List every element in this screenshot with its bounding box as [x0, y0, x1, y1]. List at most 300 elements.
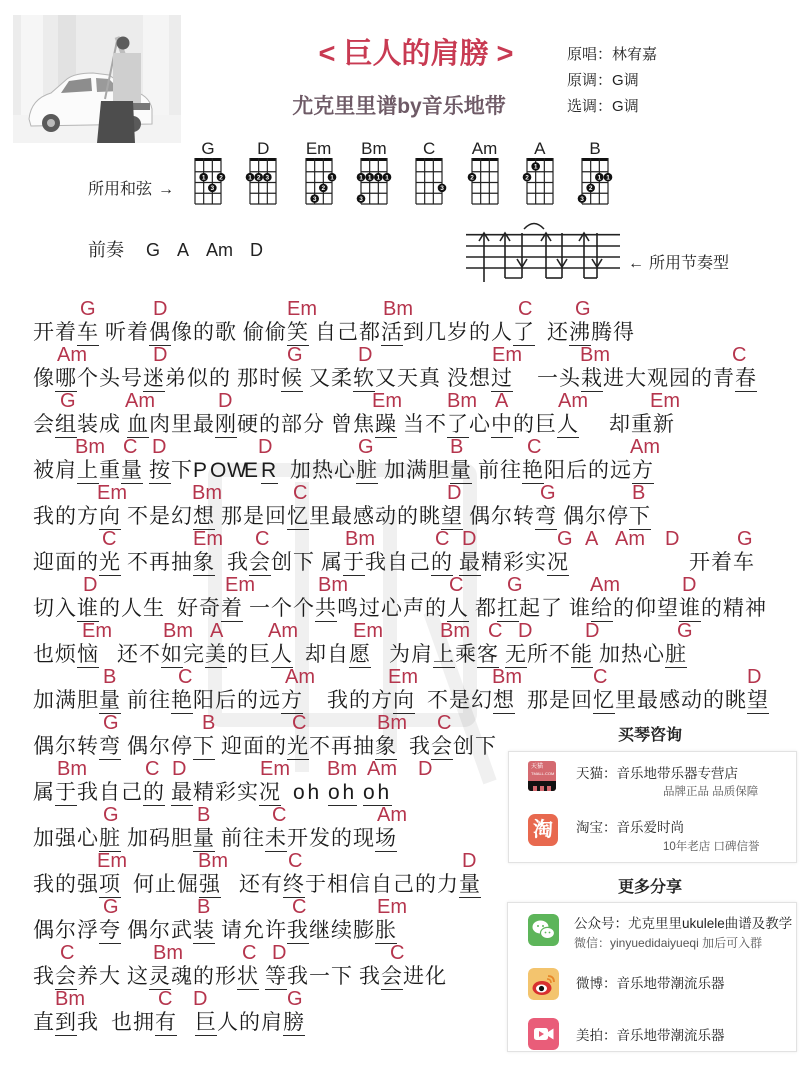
lyric-char: 声 [403, 597, 424, 620]
lyric-line [33, 918, 397, 944]
separator: ： [603, 766, 617, 781]
meipai-account-link[interactable] [576, 1028, 725, 1044]
lyric-char: 完 [183, 643, 204, 666]
lyric-char: 尔 [149, 735, 170, 758]
lyric-char: 的 [425, 597, 446, 620]
accented-syllable: 活 [381, 321, 402, 344]
chord-label: A [210, 620, 224, 642]
tmall-store-link[interactable] [576, 766, 738, 782]
lyric-char: 迎 [33, 551, 54, 574]
chord-label: D [153, 298, 168, 320]
chord-label: G [575, 298, 591, 320]
lyric-row [0, 666, 800, 712]
lyric-char: 肩 [261, 1011, 282, 1034]
accented-syllable: 向 [393, 689, 414, 712]
lyric-char: 大 [625, 367, 646, 390]
lyric-char: 巨 [535, 413, 556, 436]
chord-label: G [358, 436, 374, 458]
lyric-char: 号 [121, 367, 142, 390]
accented-syllable: 给 [591, 597, 612, 620]
lyric-char: 人 [491, 321, 512, 344]
accented-syllable: 刚 [215, 413, 236, 436]
taobao-icon[interactable]: 淘 [528, 814, 558, 846]
share-platform: 微博 [576, 976, 603, 991]
lyric-char: 不 [139, 643, 160, 666]
lyric-char: 不 [127, 551, 148, 574]
chord-label: Bm [163, 620, 193, 642]
lyric-char: 远 [610, 459, 631, 482]
accented-syllable: 于 [343, 551, 364, 574]
lyric-char: 的 [209, 367, 230, 390]
lyric-char: 是 [549, 689, 570, 712]
lyric-char: 加 [384, 459, 405, 482]
accented-syllable: 象 [193, 551, 214, 574]
chord-label: G [103, 712, 119, 734]
lyric-char: 又 [309, 367, 330, 390]
accented-syllable: o [363, 780, 378, 806]
accented-syllable: 象 [375, 735, 396, 758]
lyric-char: 到 [403, 321, 424, 344]
share-account: 尤克里里ukulele曲谱及教学 [628, 916, 793, 931]
lyric-char: 我 [227, 551, 248, 574]
lyric-char: 那 [237, 367, 258, 390]
fretboard-icon [359, 158, 389, 205]
accented-syllable: 量 [450, 459, 471, 482]
chord-label: D [193, 988, 208, 1010]
separator: ： [603, 1028, 617, 1043]
strum-pattern-icon [460, 222, 630, 284]
chord-label: Am [558, 390, 588, 412]
lyric-char: 不 [549, 643, 570, 666]
accented-syllable: 弯 [99, 735, 120, 758]
chord-label: Em [260, 758, 290, 780]
lyric-char: 焦 [353, 413, 374, 436]
lyric-char: 强 [55, 827, 76, 850]
meta-value: 林宥嘉 [612, 46, 658, 63]
lyric-char: 歌 [215, 321, 236, 344]
accented-syllable: h [343, 780, 358, 806]
accented-syllable: 栽 [581, 367, 602, 390]
chord-label: Em [225, 574, 255, 596]
lyric-char: O [210, 459, 227, 482]
accented-syllable: 着 [221, 597, 242, 620]
lyric-char: 创 [453, 735, 474, 758]
share-platform: 美拍 [576, 1028, 603, 1043]
lyric-char: 尔 [585, 505, 606, 528]
chord-label: C [390, 942, 405, 964]
svg-text:2: 2 [524, 174, 529, 182]
accented-syllable: 血 [127, 413, 148, 436]
lyric-char: 停 [607, 505, 628, 528]
lyric-char: 听 [105, 321, 126, 344]
chord-label: Em [650, 390, 680, 412]
strum-label-text: 所用节奏型 [649, 255, 730, 272]
lyric-char: 那 [527, 689, 548, 712]
lyric-char: 心 [381, 597, 402, 620]
chord-label: Bm [327, 758, 357, 780]
lyric-char: 的 [703, 689, 724, 712]
wechat-icon[interactable] [528, 914, 559, 946]
lyric-char: 乘 [455, 643, 476, 666]
chord-diagram-name: Em [305, 139, 332, 158]
chord-label: Bm [377, 712, 407, 734]
lyric-char: 力 [437, 873, 458, 896]
lyric-char: 头 [99, 367, 120, 390]
lyric-char: 心 [334, 459, 355, 482]
chords-used-text: 所用和弦 [88, 181, 153, 198]
lyric-char: 开 [689, 551, 710, 574]
accented-syllable: 人 [557, 413, 578, 436]
lyric-char: 的 [701, 597, 722, 620]
chord-label: G [557, 528, 573, 550]
accented-syllable: 项 [99, 873, 120, 896]
song-title: < 巨人的肩膀 > [318, 38, 514, 70]
chord-label: C [123, 436, 138, 458]
strum-pattern-label [628, 254, 729, 274]
chord-label: Bm [192, 482, 222, 504]
chord-label: D [153, 344, 168, 366]
accented-syllable: 上 [77, 459, 98, 482]
chord-label: C [488, 620, 503, 642]
lyric-char: 我 [77, 1011, 98, 1034]
chord-label: D [518, 620, 533, 642]
lyric-char: 却 [305, 643, 326, 666]
accented-syllable: 脏 [356, 459, 377, 482]
lyric-char: 了 [541, 597, 562, 620]
chord-label: Am [590, 574, 620, 596]
lyric-char: 我 [77, 781, 98, 804]
lyric-char: 满 [406, 459, 427, 482]
share-panel [507, 902, 797, 1052]
lyric-row [0, 390, 800, 436]
lyric-char: 肩 [55, 459, 76, 482]
lyric-char: 面 [243, 735, 264, 758]
lyric-char: 加 [33, 689, 54, 712]
arrow-left-icon: ← [628, 255, 644, 272]
artist-photo [13, 15, 181, 143]
lyric-char: 烦 [55, 643, 76, 666]
lyric-char: 请 [221, 919, 242, 942]
accented-syllable: 偶 [149, 321, 170, 344]
accented-syllable: 量 [459, 873, 480, 896]
chord-label: D [462, 850, 477, 872]
lyric-char: 所 [527, 643, 548, 666]
lyric-char: 的 [77, 551, 98, 574]
svg-text:3: 3 [265, 174, 270, 182]
chord-label: G [677, 620, 693, 642]
lyric-char: 阳 [193, 689, 214, 712]
lyric-char: 装 [77, 413, 98, 436]
chord-diagram-c [414, 140, 444, 205]
chord-label: Bm [580, 344, 610, 366]
svg-text:2: 2 [219, 174, 223, 182]
lyric-char: 尔 [55, 735, 76, 758]
lyric-line [33, 964, 447, 990]
accented-syllable: 夸 [99, 919, 120, 942]
lyric-char: 的 [265, 735, 286, 758]
lyric-char: 曾 [331, 413, 352, 436]
tmall-icon[interactable] [528, 761, 556, 791]
intro-chord: Am [206, 240, 234, 260]
lyric-char: 不 [127, 505, 148, 528]
lyric-char: 个 [271, 597, 292, 620]
lyric-char: 自 [99, 781, 120, 804]
lyric-char: 开 [287, 827, 308, 850]
accented-syllable: 量 [193, 827, 214, 850]
accented-syllable: 量 [99, 689, 120, 712]
lyric-char: 分 [303, 413, 324, 436]
lyric-char: 被 [33, 459, 54, 482]
lyric-char: 往 [243, 827, 264, 850]
chord-label: D [447, 482, 462, 504]
lyric-char: 化 [425, 965, 446, 988]
accented-syllable: 谁 [77, 597, 98, 620]
chord-diagram-b [580, 140, 610, 205]
lyric-char: 没 [447, 367, 468, 390]
chord-label: B [197, 804, 211, 826]
chord-diagram-name: Bm [361, 139, 387, 158]
lyric-char: 入 [55, 597, 76, 620]
chord-label: C [732, 344, 747, 366]
lyric-row [0, 574, 800, 620]
chord-label: D [172, 758, 187, 780]
lyric-char: 的 [193, 965, 214, 988]
weibo-account-link[interactable] [576, 976, 725, 992]
store-platform: 天猫 [576, 766, 603, 781]
song-subtitle: 尤克里里谱by音乐地带 [292, 95, 506, 118]
svg-text:1: 1 [606, 174, 610, 182]
lyric-char: 最 [193, 413, 214, 436]
lyric-char: 往 [500, 459, 521, 482]
lyric-char: 形 [215, 965, 236, 988]
chord-label: C [60, 942, 75, 964]
lyric-char: 柔 [331, 367, 352, 390]
lyric-char: 偶 [469, 505, 490, 528]
meta-separator: ： [597, 98, 613, 115]
lyric-char: 我 [33, 965, 54, 988]
tmall-icon-text: 天猫 [531, 764, 544, 770]
accented-syllable: 上 [433, 643, 454, 666]
chord-label: C [518, 298, 533, 320]
chord-label: C [527, 436, 542, 458]
chord-label: B [450, 436, 464, 458]
chord-label: C [437, 712, 452, 734]
separator: ： [603, 976, 617, 991]
lyric-char: E [244, 459, 259, 482]
lyric-char: 的 [55, 505, 76, 528]
lyric-char: 自 [371, 873, 392, 896]
accented-syllable: 最 [459, 551, 480, 574]
svg-text:3: 3 [312, 195, 317, 203]
accented-syllable: 哪 [55, 367, 76, 390]
lyric-char: 的 [193, 321, 214, 344]
lyric-char: 再 [331, 735, 352, 758]
lyric-char: 眺 [419, 505, 440, 528]
meta-value: G调 [612, 98, 639, 115]
lyric-char: 魂 [171, 965, 192, 988]
svg-text:1: 1 [376, 174, 381, 182]
accented-syllable: 客 [477, 643, 498, 666]
chord-label: C [292, 712, 307, 734]
fretboard-icon [414, 158, 444, 205]
accented-syllable: 装 [193, 919, 214, 942]
lyric-char: 满 [55, 689, 76, 712]
chord-diagram-d [248, 140, 278, 205]
lyric-char: 动 [681, 689, 702, 712]
accented-syllable: 能 [571, 643, 592, 666]
lyric-char: 新 [653, 413, 674, 436]
lyric-char: 的 [588, 459, 609, 482]
svg-text:3: 3 [440, 185, 444, 193]
lyric-char: 浮 [77, 919, 98, 942]
accented-syllable: 最 [171, 781, 192, 804]
song-meta [567, 42, 657, 120]
lyric-char: 的 [349, 689, 370, 712]
accented-syllable: 软 [353, 367, 374, 390]
lyric-char: 的 [239, 1011, 260, 1034]
lyric-char: 园 [669, 367, 690, 390]
chord-label: D [83, 574, 98, 596]
lyric-char: 的 [55, 873, 76, 896]
accented-syllable: 方 [281, 689, 302, 712]
accented-syllable: 于 [55, 781, 76, 804]
chord-label: D [682, 574, 697, 596]
lyric-char: 腾 [591, 321, 612, 344]
accented-syllable: 了 [447, 413, 468, 436]
lyric-char: 硬 [237, 413, 258, 436]
accented-syllable: 会 [55, 965, 76, 988]
accented-syllable: 无 [505, 643, 526, 666]
lyric-row [0, 528, 800, 574]
lyric-char: 养 [77, 965, 98, 988]
wechat-account-link[interactable] [574, 916, 792, 932]
lyric-char: 何 [133, 873, 154, 896]
chord-label: Em [372, 390, 402, 412]
lyric-line [33, 596, 767, 622]
chord-label: C [288, 850, 303, 872]
chord-label: Bm [75, 436, 105, 458]
accented-syllable: 车 [77, 321, 98, 344]
tmall-icon-notch [533, 786, 537, 791]
lyric-char: 偶 [33, 735, 54, 758]
lyric-line [33, 550, 755, 576]
lyric-char: 真 [419, 367, 440, 390]
lyric-char: 是 [243, 505, 264, 528]
shop-panel [508, 751, 797, 863]
lyric-char: 望 [657, 597, 678, 620]
lyric-char: 自 [315, 321, 336, 344]
lyric-char: 的 [331, 827, 352, 850]
chord-label: Am [377, 804, 407, 826]
lyric-char: 偶 [127, 735, 148, 758]
intro-label: 前奏 [88, 240, 124, 260]
lyric-char: 大 [99, 965, 120, 988]
accented-syllable: 终 [283, 873, 304, 896]
chord-label: Em [97, 850, 127, 872]
chord-label: C [178, 666, 193, 688]
accented-syllable: 如 [161, 643, 182, 666]
accented-syllable: 望 [747, 689, 768, 712]
chord-label: Em [377, 896, 407, 918]
lyric-char: 彩 [215, 781, 236, 804]
lyric-char: 人 [217, 1011, 238, 1034]
chord-label: Bm [345, 528, 375, 550]
lyric-char: 阳 [544, 459, 565, 482]
lyric-char: 神 [745, 597, 766, 620]
lyric-char: 个 [293, 597, 314, 620]
lyric-char: 的 [691, 367, 712, 390]
lyric-char: 想 [469, 367, 490, 390]
chord-label: Em [97, 482, 127, 504]
svg-text:1: 1 [385, 174, 389, 182]
accented-syllable: 望 [441, 505, 462, 528]
weibo-icon[interactable] [528, 968, 559, 1000]
chord-label: A [495, 390, 509, 412]
meipai-icon[interactable] [528, 1018, 559, 1050]
accented-syllable: o [328, 780, 343, 806]
lyric-char: 我 [365, 551, 386, 574]
chord-label: G [60, 390, 76, 412]
lyric-char: 时 [259, 367, 280, 390]
lyric-char: 却 [609, 413, 630, 436]
chord-label: B [202, 712, 216, 734]
accented-syllable: 会 [249, 551, 270, 574]
lyric-char: 的 [99, 597, 120, 620]
chord-label: Am [57, 344, 87, 366]
lyric-char: 还 [547, 321, 568, 344]
lyric-char: 谁 [569, 597, 590, 620]
intro-chord: G [146, 240, 161, 260]
chord-diagram-name: D [257, 139, 270, 158]
meta-label: 选调 [567, 98, 598, 115]
lyric-char: 偶 [33, 919, 54, 942]
lyric-char: 肩 [411, 643, 432, 666]
intro-line [88, 239, 263, 261]
lyric-char: 眺 [725, 689, 746, 712]
chord-label: Em [193, 528, 223, 550]
fretboard-icon [580, 158, 610, 205]
meta-original-key [567, 68, 657, 94]
accented-syllable: 脏 [665, 643, 686, 666]
chord-label: D [358, 344, 373, 366]
lyric-char: 加 [290, 459, 311, 482]
accented-syllable: 灵 [149, 965, 170, 988]
lyric-char: 我 [33, 873, 54, 896]
lyric-char: 下 [293, 551, 314, 574]
accented-syllable: 下 [193, 735, 214, 758]
lyric-char: 的 [237, 689, 258, 712]
lyric-row [0, 620, 800, 666]
chord-label: G [737, 528, 753, 550]
lyric-char: 这 [127, 965, 148, 988]
lyric-char: 偶 [563, 505, 584, 528]
lyric-char: 肉 [149, 413, 170, 436]
accented-syllable: 春 [735, 367, 756, 390]
lyric-line [33, 688, 769, 714]
lyric-char: 自 [387, 551, 408, 574]
lyric-char: 仰 [635, 597, 656, 620]
lyric-char: o [293, 781, 305, 804]
accented-syllable: 忆 [287, 505, 308, 528]
taobao-store-link[interactable] [576, 820, 684, 836]
lyric-char: 也 [111, 1011, 132, 1034]
lyric-char: 偷 [265, 321, 286, 344]
lyric-char: 前 [221, 827, 242, 850]
lyric-char: 继 [309, 919, 330, 942]
lyric-char: 膨 [353, 919, 374, 942]
lyric-char: 己 [393, 873, 414, 896]
chord-label: D [218, 390, 233, 412]
